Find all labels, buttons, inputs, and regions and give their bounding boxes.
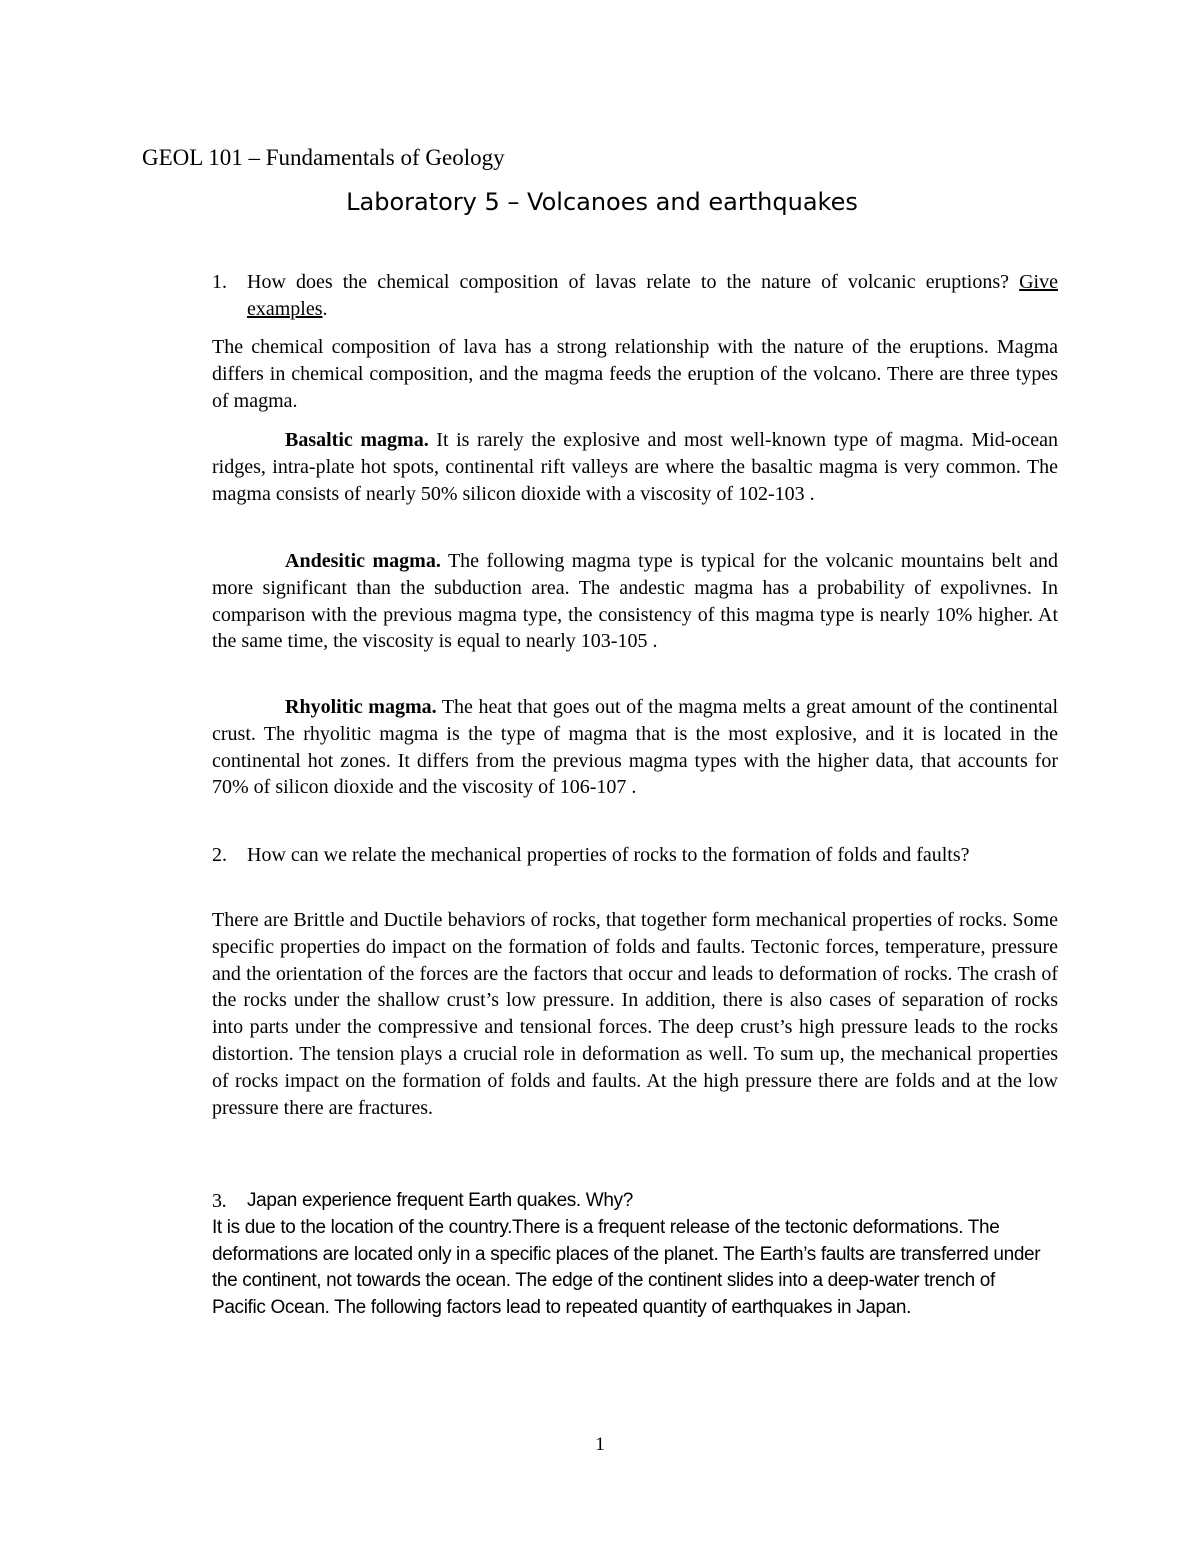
give-examples-link[interactable]: Give examples	[247, 271, 1058, 320]
question-1-prompt: How does the chemical composition of lavas relate to the nature of volcanic eruptions?	[247, 271, 1010, 293]
rhyolitic-title: Rhyolitic magma.	[285, 696, 437, 718]
page-number: 1	[595, 1434, 605, 1455]
andesitic-title: Andesitic magma.	[285, 550, 441, 572]
basaltic-text: It is rarely the explosive and most well-known type of magma. Mid-ocean ridges, intra-plate hot spots, continental rift valleys are where the basaltic magma is very common. The magma consists of nearly 50% silicon dioxide with a viscosity of 102-103 .	[212, 429, 1058, 505]
basaltic-paragraph	[212, 427, 1058, 507]
question-1	[212, 269, 1058, 323]
question-2-text: How can we relate the mechanical properties of rocks to the formation of folds and faults?	[247, 844, 970, 866]
question-1-number: 1.	[212, 271, 227, 293]
question-1-period: .	[322, 297, 328, 320]
rhyolitic-paragraph	[212, 694, 1058, 801]
basaltic-title: Basaltic magma.	[285, 429, 429, 451]
question-2-number: 2.	[212, 844, 227, 866]
question-3-text: Japan experience frequent Earth quakes. Why?	[247, 1190, 633, 1211]
lab-title: Laboratory 5 – Volcanoes and earthquakes	[346, 188, 858, 216]
answer-1-intro: The chemical composition of lava has a strong relationship with the nature of the eruptions. Magma differs in chemical composition, and the magma feeds the eruption of the volcano. There are three types of magma.	[212, 336, 1058, 412]
answer-3: It is due to the location of the country.There is a frequent release of the tectonic deformations. The deformations are located only in a specific places of the planet. The Earth’s faults are transferred under the continent, not towards the ocean. The edge of the continent slides into a deep-water trench of Pacific Ocean. The following factors lead to repeated quantity of earthquakes in Japan.	[212, 1216, 1041, 1319]
andesitic-paragraph	[212, 548, 1058, 655]
andesitic-text: The following magma type is typical for the volcanic mountains belt and more significant than the subduction area. The andestic magma has a probability of expolivnes. In comparison with the previous magma type, the consistency of this magma type is nearly 10% higher. At the same time, the viscosity is equal to nearly 103-105 .	[212, 550, 1059, 653]
question-1-text	[247, 269, 1058, 323]
question-3-number: 3.	[212, 1190, 227, 1212]
rhyolitic-text: The heat that goes out of the magma melts a great amount of the continental crust. The rhyolitic magma is the type of magma that is the most explosive, and it is located in the continental hot zones. It differs from the previous magma types with the higher data, that accounts for 70% of silicon dioxide and the viscosity of 106-107 .	[212, 696, 1058, 799]
question-3	[212, 1188, 1052, 1322]
course-title: GEOL 101 – Fundamentals of Geology	[142, 145, 505, 170]
question-2	[212, 842, 1058, 869]
answer-2: There are Brittle and Ductile behaviors of rocks, that together form mechanical properties of rocks. Some specific properties do impact on the formation of folds and faults. Tectonic forces, temperature, pressure and the orientation of the forces are the factors that occur and leads to deformation of rocks. The crash of the rocks under the shallow crust’s low pressure. In addition, there is also cases of separation of rocks into parts under the compressive and tensional forces. The deep crust’s high pressure leads to the rocks distortion. The tension plays a crucial role in deformation as well. To sum up, the mechanical properties of rocks impact on the formation of folds and faults. At the high pressure there are folds and at the low pressure there are fractures.	[212, 909, 1058, 1119]
